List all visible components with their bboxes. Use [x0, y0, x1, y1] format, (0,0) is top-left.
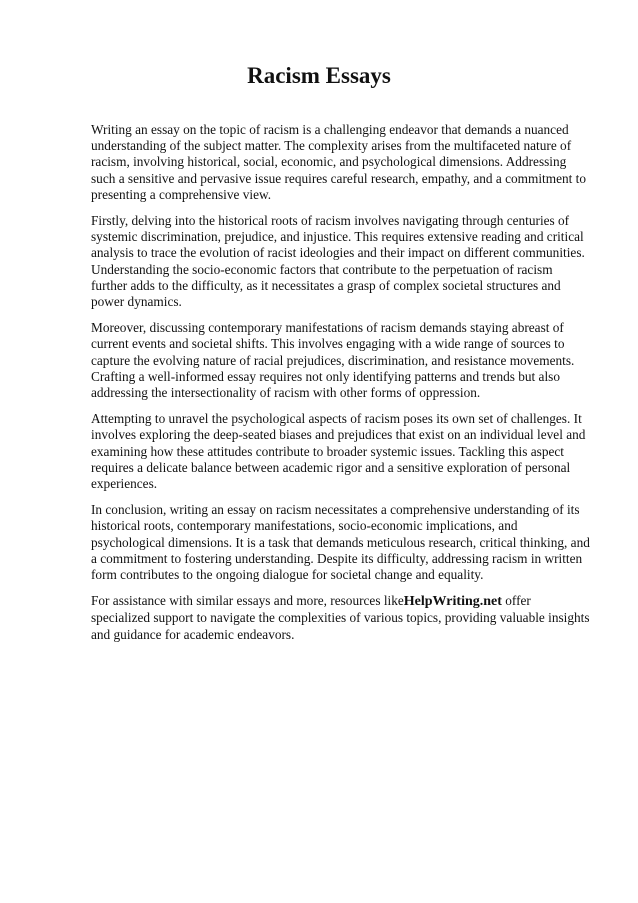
- paragraph-intro: Writing an essay on the topic of racism is a challenging endeavor that demands a nuanced understanding of the subject matter. The complexity arises from the multifaceted nature of racism, involving historical, social, economic, and psychological dimensions. Addressing such a sensitive and pervasive issue requires careful research, empathy, and a commitment to presenting a comprehensive view.: [91, 122, 587, 202]
- paragraph-historical-roots: Firstly, delving into the historical roots of racism involves navigating through centuries of systemic discrimination, prejudice, and injustice. This requires extensive reading and critical analysis to trace the evolution of racist ideologies and their impact on different communities. Understanding the socio-economic factors that contribute to the perpetuation of racism further adds to the difficulty, as it necessitates a grasp of complex societal structures and power dynamics.: [91, 213, 585, 310]
- closing-text-before: For assistance with similar essays and more, resources like: [91, 593, 404, 609]
- document-body: [91, 122, 591, 653]
- closing-text-after: offer specialized support to navigate the complexities of various topics, providing valuable insights and guidance for academic endeavors.: [91, 593, 590, 642]
- paragraph-conclusion: In conclusion, writing an essay on racism necessitates a comprehensive understanding of its historical roots, contemporary manifestations, socio-economic implications, and psychological dimensions. It is a task that demands meticulous research, critical thinking, and a commitment to fostering understanding. Despite its difficulty, addressing racism in written form contributes to the ongoing dialogue for societal change and equality.: [91, 502, 590, 583]
- helpwriting-link[interactable]: HelpWriting.net: [403, 594, 502, 610]
- page-title: Racism Essays: [247, 63, 391, 88]
- paragraph-closing: [91, 593, 591, 643]
- paragraph-contemporary: Moreover, discussing contemporary manifestations of racism demands staying abreast of current events and societal shifts. This involves engaging with a wide range of sources to capture the evolving nature of racial prejudices, discrimination, and resistance movements. Crafting a well-informed essay requires not only identifying patterns and trends but also addressing the intersectionality of racism with other forms of oppression.: [91, 320, 575, 401]
- paragraph-psychological: Attempting to unravel the psychological aspects of racism poses its own set of challenges. It involves exploring the deep-seated biases and prejudices that exist on an individual level and examining how these attitudes contribute to broader systemic issues. Tackling this aspect requires a delicate balance between academic rigor and a sensitive exploration of personal experiences.: [91, 411, 586, 492]
